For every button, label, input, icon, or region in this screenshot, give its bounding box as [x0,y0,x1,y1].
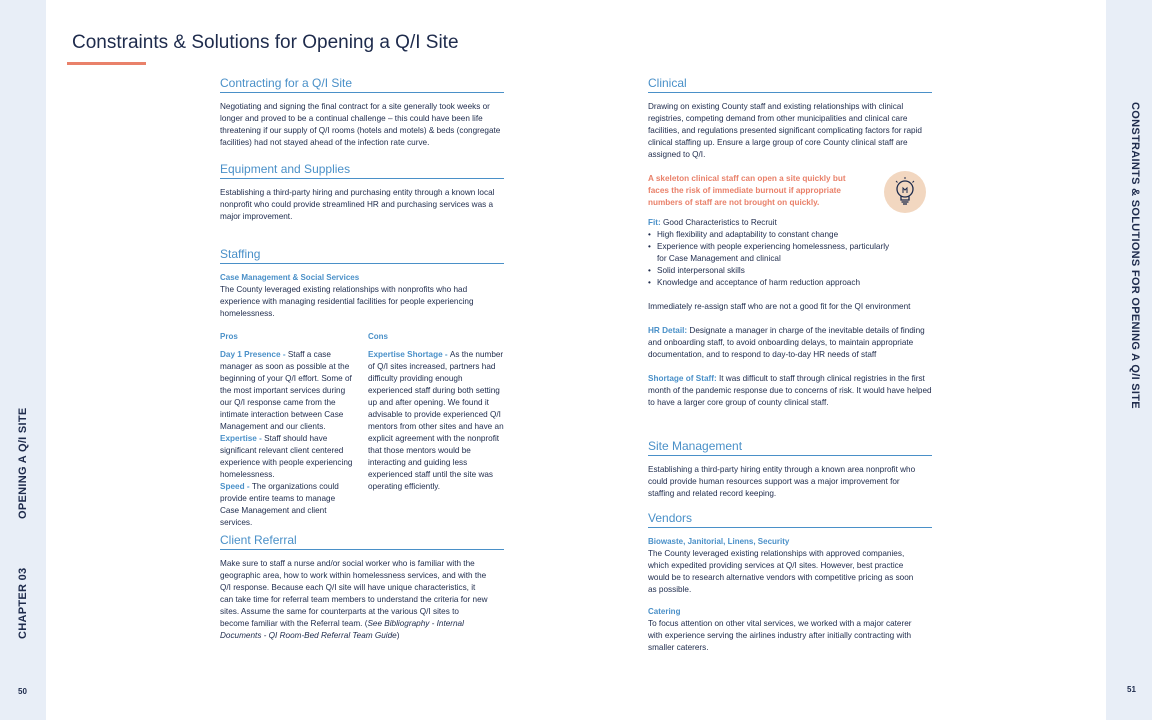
equipment-section [220,162,504,223]
list-item: • Knowledge and acceptance of harm reduction approach [657,277,932,289]
referral-text: Make sure to staff a nurse and/or social worker who is familiar with the geographic area, how to work within homelessness services, and with the Q/I response. Because each Q/I site will have unique characteristics, it can take time for referral team members to understand the criteria for new sites. Assume the same for counterparts at the various Q/I sites to become familiar with the Referral team. ( [220,559,488,628]
shortage-label: Shortage of Staff: [648,374,719,383]
page-title: Constraints & Solutions for Opening a Q/I Site [72,32,459,53]
hr-label: HR Detail: [648,326,690,335]
contracting-section [220,76,504,149]
contracting-heading: Contracting for a Q/I Site [220,76,504,93]
list-item: • Solid interpersonal skills [657,265,932,277]
pro-text: Staff a case manager as soon as possible at the beginning of your Q/I effort. Some of the most important services during our Q/I response came from the intimate interaction between Case Management and our clients. [220,350,352,431]
hr-text: Designate a manager in charge of the inevitable details of finding and onboarding staff, to avoid onboarding delays, to maintain appropriate documentation, and to respond to day-to-day HR needs of staff [648,326,925,359]
list-item: • Experience with people experiencing homelessness, particularly for Case Management and clinical [657,241,897,265]
pro-item [220,433,356,481]
vendors-subheading-1: Biowaste, Janitorial, Linens, Security [648,537,790,546]
vendors-section [648,511,932,654]
callout-text: A skeleton clinical staff can open a site quickly but faces the risk of immediate burnout if appropriate numbers of staff are not brought on quickly. [648,174,846,207]
shortage [648,373,932,409]
fit-label: Fit: [648,218,664,227]
pro-text: The organizations could provide entire teams to manage Case Management and client services. [220,482,339,527]
clinical-section [648,76,932,409]
con-item [368,349,504,493]
clinical-body: Drawing on existing County staff and existing relationships with clinical registries, competing demand from other municipalities and clinical care facilities, and regulations presented significant complicating factors for rapid clinical staffing up. Ensure a large group of core County clinical staff are assigned to Q/I. [648,102,922,159]
left-page-number: 50 [18,687,27,696]
referral-heading: Client Referral [220,533,504,550]
con-text: As the number of Q/I sites increased, partners had difficulty providing enough experienced staff during both setting up and after opening. We found it advisable to provide experienced Q/I mentors from other sites and have an explicit agreement with the nonprofit that those mentors would be interacting and guiding less experienced staff until the site was operating efficiently. [368,350,504,491]
callout [648,173,932,213]
site-body: Establishing a third-party hiring entity through a known area nonprofit who could provide human resources support was a major improvement for staffing and related record keeping. [648,465,916,498]
fit-text: Good Characteristics to Recruit [663,218,777,227]
clinical-heading: Clinical [648,76,932,93]
fit-list [648,229,932,289]
pros-label: Pros [220,332,238,341]
pro-label: Day 1 Presence - [220,350,288,359]
staffing-subheading: Case Management & Social Services [220,273,360,282]
left-column [220,76,504,642]
equipment-body: Establishing a third-party hiring and purchasing entity through a known local nonprofit who could provide streamlined HR and purchasing services was a major improvement. [220,188,495,221]
chapter-label: CHAPTER 03 [17,567,29,639]
vendors-subheading-2: Catering [648,607,681,616]
lightbulb-icon [884,171,926,213]
staffing-body: The County leveraged existing relationships with nonprofits who had experience with managing residential facilities for people experiencing homelessness. [220,285,474,318]
list-item: • High flexibility and adaptability to constant change [657,229,932,241]
left-sidebar [0,0,46,720]
right-page-number: 51 [1127,685,1136,694]
site-heading: Site Management [648,439,932,456]
referral-citation: See Bibliography - Internal Documents - QI Room-Bed Referral Team Guide [220,619,464,640]
title-underline [67,62,146,65]
fit-line [648,217,932,229]
contracting-body: Negotiating and signing the final contract for a site generally took weeks or longer and proved to be a continual challenge – this could have been life threatening if our supply of Q/I rooms (hotels and motels) & beds (congregate facilities) had not stayed ahead of the infection rate curve. [220,102,501,147]
referral-section [220,533,504,642]
pro-item [220,481,356,529]
pro-text: Staff should have significant relevant client centered experience with people experiencing homelessness. [220,434,353,479]
pro-item [220,349,356,433]
con-label: Expertise Shortage - [368,350,450,359]
pros-column [220,331,356,529]
staffing-heading: Staffing [220,247,504,264]
vendors-heading: Vendors [648,511,932,528]
section-label: OPENING A Q/I SITE [17,407,29,519]
staffing-section [220,247,504,527]
right-column [648,76,932,654]
hr-detail [648,325,932,361]
shortage-text: It was difficult to staff through clinical registries in the first month of the pandemic response due to concerns of risk. It would have helped to have a larger core group of county clinical staff. [648,374,932,407]
pros-cons [220,331,504,527]
referral-close: ) [396,631,400,640]
reassign-text: Immediately re-assign staff who are not a good fit for the QI environment [648,302,911,311]
cons-column [368,331,504,493]
right-sidebar [1106,0,1152,720]
right-sidebar-title: CONSTRAINTS & SOLUTIONS FOR OPENING A Q/I SITE [1129,102,1141,409]
vendors-body-2: To focus attention on other vital services, we worked with a major caterer with experience serving the airlines industry after initially contracting with smaller caterers. [648,619,912,652]
vendors-body-1: The County leveraged existing relationships with approved companies, which expedited providing services at Q/I sites. However, best practice would be to research alternative vendors with competitive pricing as soon as possible. [648,549,914,594]
referral-body [220,558,490,642]
pro-label: Speed - [220,482,252,491]
equipment-heading: Equipment and Supplies [220,162,504,179]
cons-label: Cons [368,332,388,341]
pro-label: Expertise - [220,434,265,443]
site-section [648,439,932,500]
